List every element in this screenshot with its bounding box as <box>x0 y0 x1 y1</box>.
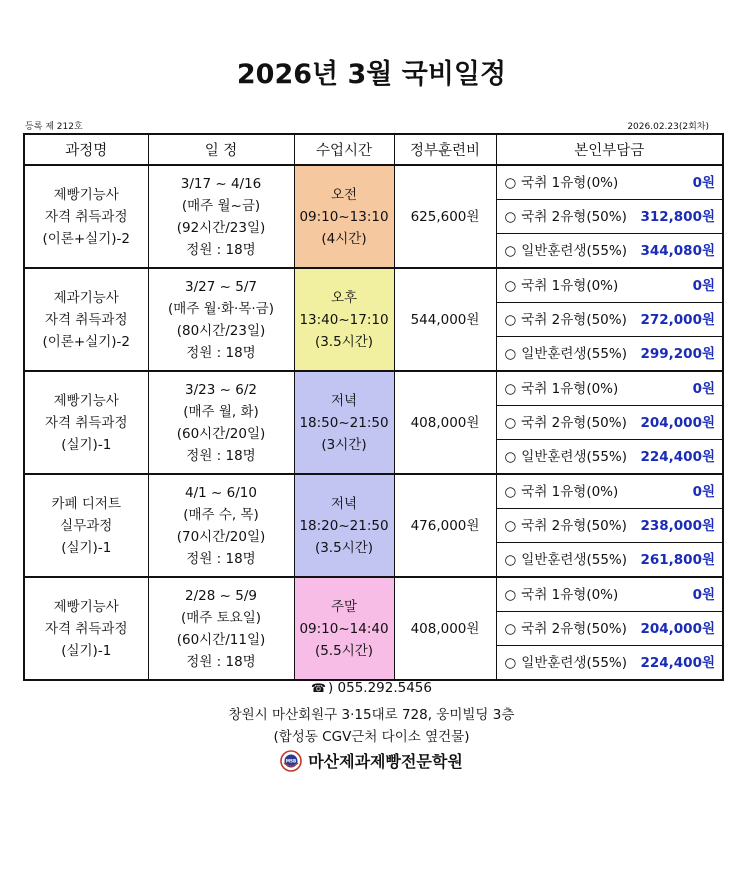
copay-amount: 204,000원 <box>640 620 715 637</box>
course-schedule-line: (60시간/20일) <box>176 425 266 442</box>
government-fee: 625,600원 <box>394 165 496 268</box>
table-row <box>24 165 723 200</box>
class-time-line: 09:10~13:10 <box>299 208 389 225</box>
course-name-line: (이론+실기)-2 <box>42 333 130 350</box>
course-schedule-line: (70시간/20일) <box>176 528 266 545</box>
radio-circle-icon: ○ <box>504 654 517 671</box>
copay-amount: 238,000원 <box>640 517 715 534</box>
class-time-line: (4시간) <box>321 230 367 247</box>
copay-label: 일반훈련생(55%) <box>521 654 628 671</box>
copay-option <box>496 406 723 440</box>
course-schedule-line: (매주 월·화·목·금) <box>168 300 274 317</box>
course-schedule-line: (매주 토요일) <box>180 609 262 626</box>
course-schedule-line: (매주 월, 화) <box>183 403 259 420</box>
table-row <box>24 268 723 303</box>
copay-label: 국취 1유형(0%) <box>521 586 619 603</box>
radio-circle-icon: ○ <box>504 586 517 603</box>
table-row <box>24 474 723 509</box>
copay-label: 일반훈련생(55%) <box>521 242 628 259</box>
radio-circle-icon: ○ <box>504 620 517 637</box>
copay-amount: 224,400원 <box>640 654 715 671</box>
copay-amount: 0원 <box>692 380 715 397</box>
course-schedule-line: 3/17 ~ 4/16 <box>180 175 262 192</box>
issue-date: 2026.02.23(2회차) <box>627 122 709 132</box>
copay-label: 국취 1유형(0%) <box>521 174 619 191</box>
academy-logo-icon <box>280 750 302 772</box>
course-name <box>24 371 148 474</box>
course-schedule-line: 3/23 ~ 6/2 <box>185 381 257 398</box>
radio-circle-icon: ○ <box>504 517 517 534</box>
course-schedule-line: 3/27 ~ 5/7 <box>185 278 257 295</box>
schedule-table <box>23 133 724 681</box>
course-schedule-line: 정원 : 18명 <box>186 550 256 567</box>
course-schedule <box>148 165 294 268</box>
copay-option <box>496 234 723 269</box>
copay-option <box>496 440 723 475</box>
course-name-line: 자격 취득과정 <box>44 311 128 328</box>
course-schedule-line: 4/1 ~ 6/10 <box>185 484 257 501</box>
course-schedule-line: 정원 : 18명 <box>186 653 256 670</box>
course-schedule-line: 정원 : 18명 <box>186 241 256 258</box>
copay-label: 국취 2유형(50%) <box>521 414 627 431</box>
copay-option <box>496 646 723 681</box>
copay-option <box>496 200 723 234</box>
academy-line <box>0 749 743 772</box>
radio-circle-icon: ○ <box>504 551 517 568</box>
government-fee: 476,000원 <box>394 474 496 577</box>
class-time <box>294 474 394 577</box>
copay-amount: 204,000원 <box>640 414 715 431</box>
class-time <box>294 371 394 474</box>
course-name-line: 자격 취득과정 <box>44 208 128 225</box>
registration-number: 등록 제 212호 <box>25 122 83 132</box>
course-schedule <box>148 268 294 371</box>
course-schedule-line: (매주 수, 목) <box>183 506 259 523</box>
course-name-line: (실기)-1 <box>61 539 112 556</box>
course-name-line: 제빵기능사 <box>53 598 119 615</box>
header-fee: 정부훈련비 <box>394 134 496 165</box>
course-name <box>24 474 148 577</box>
class-time-line: 오후 <box>330 289 358 306</box>
copay-amount: 312,800원 <box>640 208 715 225</box>
address: 창원시 마산회원구 3·15대로 728, 웅미빌딩 3층 <box>228 707 515 723</box>
radio-circle-icon: ○ <box>504 380 517 397</box>
copay-amount: 0원 <box>692 586 715 603</box>
copay-option <box>496 543 723 578</box>
phone-line <box>0 680 743 696</box>
class-time <box>294 165 394 268</box>
class-time-line: 18:20~21:50 <box>299 517 389 534</box>
course-name-line: 제빵기능사 <box>53 392 119 409</box>
government-fee: 408,000원 <box>394 577 496 680</box>
radio-circle-icon: ○ <box>504 414 517 431</box>
class-time-line: (3시간) <box>321 436 367 453</box>
course-schedule <box>148 371 294 474</box>
radio-circle-icon: ○ <box>504 277 517 294</box>
course-schedule-line: (60시간/11일) <box>176 631 266 648</box>
course-schedule-line: (92시간/23일) <box>176 219 266 236</box>
copay-label: 일반훈련생(55%) <box>521 448 628 465</box>
class-time-line: 저녁 <box>330 495 358 512</box>
class-time-line: (5.5시간) <box>314 642 374 659</box>
phone-icon: ☎ <box>311 681 326 695</box>
course-name-line: 자격 취득과정 <box>44 620 128 637</box>
copay-label: 국취 2유형(50%) <box>521 311 627 328</box>
copay-amount: 0원 <box>692 174 715 191</box>
radio-circle-icon: ○ <box>504 345 517 362</box>
table-row <box>24 371 723 406</box>
copay-amount: 299,200원 <box>640 345 715 362</box>
radio-circle-icon: ○ <box>504 483 517 500</box>
copay-label: 국취 1유형(0%) <box>521 483 619 500</box>
copay-label: 국취 1유형(0%) <box>521 380 619 397</box>
class-time-line: 18:50~21:50 <box>299 414 389 431</box>
copay-amount: 0원 <box>692 277 715 294</box>
radio-circle-icon: ○ <box>504 311 517 328</box>
course-name <box>24 268 148 371</box>
course-schedule-line: (80시간/23일) <box>176 322 266 339</box>
copay-option <box>496 474 723 509</box>
class-time <box>294 268 394 371</box>
class-time-line: (3.5시간) <box>314 333 374 350</box>
course-name <box>24 577 148 680</box>
copay-label: 일반훈련생(55%) <box>521 345 628 362</box>
course-name-line: (실기)-1 <box>61 642 112 659</box>
course-name <box>24 165 148 268</box>
government-fee: 408,000원 <box>394 371 496 474</box>
copay-amount: 224,400원 <box>640 448 715 465</box>
radio-circle-icon: ○ <box>504 174 517 191</box>
radio-circle-icon: ○ <box>504 242 517 259</box>
table-row <box>24 577 723 612</box>
class-time-line: 13:40~17:10 <box>299 311 389 328</box>
header-time: 수업시간 <box>294 134 394 165</box>
header-copay: 본인부담금 <box>496 134 723 165</box>
copay-label: 국취 2유형(50%) <box>521 208 627 225</box>
course-name-line: 카페 디저트 <box>51 495 121 512</box>
copay-label: 국취 2유형(50%) <box>521 620 627 637</box>
copay-option <box>496 577 723 612</box>
radio-circle-icon: ○ <box>504 208 517 225</box>
course-name-line: 제과기능사 <box>53 289 119 306</box>
course-schedule-line: (매주 월~금) <box>181 197 261 214</box>
course-schedule-line: 정원 : 18명 <box>186 344 256 361</box>
course-name-line: 실무과정 <box>60 517 113 534</box>
academy-name: 마산제과제빵전문학원 <box>308 752 463 771</box>
copay-amount: 0원 <box>692 483 715 500</box>
class-time-line: 저녁 <box>330 392 358 409</box>
address-note: (합성동 CGV근처 다이소 옆건물) <box>273 729 470 745</box>
course-schedule <box>148 577 294 680</box>
header-date: 일 정 <box>148 134 294 165</box>
course-name-line: (이론+실기)-2 <box>42 230 130 247</box>
copay-option <box>496 337 723 372</box>
radio-circle-icon: ○ <box>504 448 517 465</box>
course-name-line: (실기)-1 <box>61 436 112 453</box>
copay-amount: 272,000원 <box>640 311 715 328</box>
course-name-line: 제빵기능사 <box>53 186 119 203</box>
header-row <box>24 134 723 165</box>
class-time-line: 주말 <box>330 598 358 615</box>
course-schedule-line: 2/28 ~ 5/9 <box>185 587 257 604</box>
class-time <box>294 577 394 680</box>
phone-number: ) 055.292.5456 <box>327 680 432 696</box>
copay-label: 일반훈련생(55%) <box>521 551 628 568</box>
class-time-line: (3.5시간) <box>314 539 374 556</box>
copay-option <box>496 371 723 406</box>
course-schedule-line: 정원 : 18명 <box>186 447 256 464</box>
government-fee: 544,000원 <box>394 268 496 371</box>
class-time-line: 09:10~14:40 <box>299 620 389 637</box>
page-title: 2026년 3월 국비일정 <box>236 59 507 90</box>
copay-option <box>496 303 723 337</box>
course-schedule <box>148 474 294 577</box>
copay-label: 국취 1유형(0%) <box>521 277 619 294</box>
class-time-line: 오전 <box>330 186 358 203</box>
copay-option <box>496 268 723 303</box>
copay-amount: 344,080원 <box>640 242 715 259</box>
copay-option <box>496 165 723 200</box>
copay-option <box>496 509 723 543</box>
copay-label: 국취 2유형(50%) <box>521 517 627 534</box>
svg-text:MSB: MSB <box>286 758 297 764</box>
copay-option <box>496 612 723 646</box>
copay-amount: 261,800원 <box>640 551 715 568</box>
course-name-line: 자격 취득과정 <box>44 414 128 431</box>
header-course: 과정명 <box>24 134 148 165</box>
